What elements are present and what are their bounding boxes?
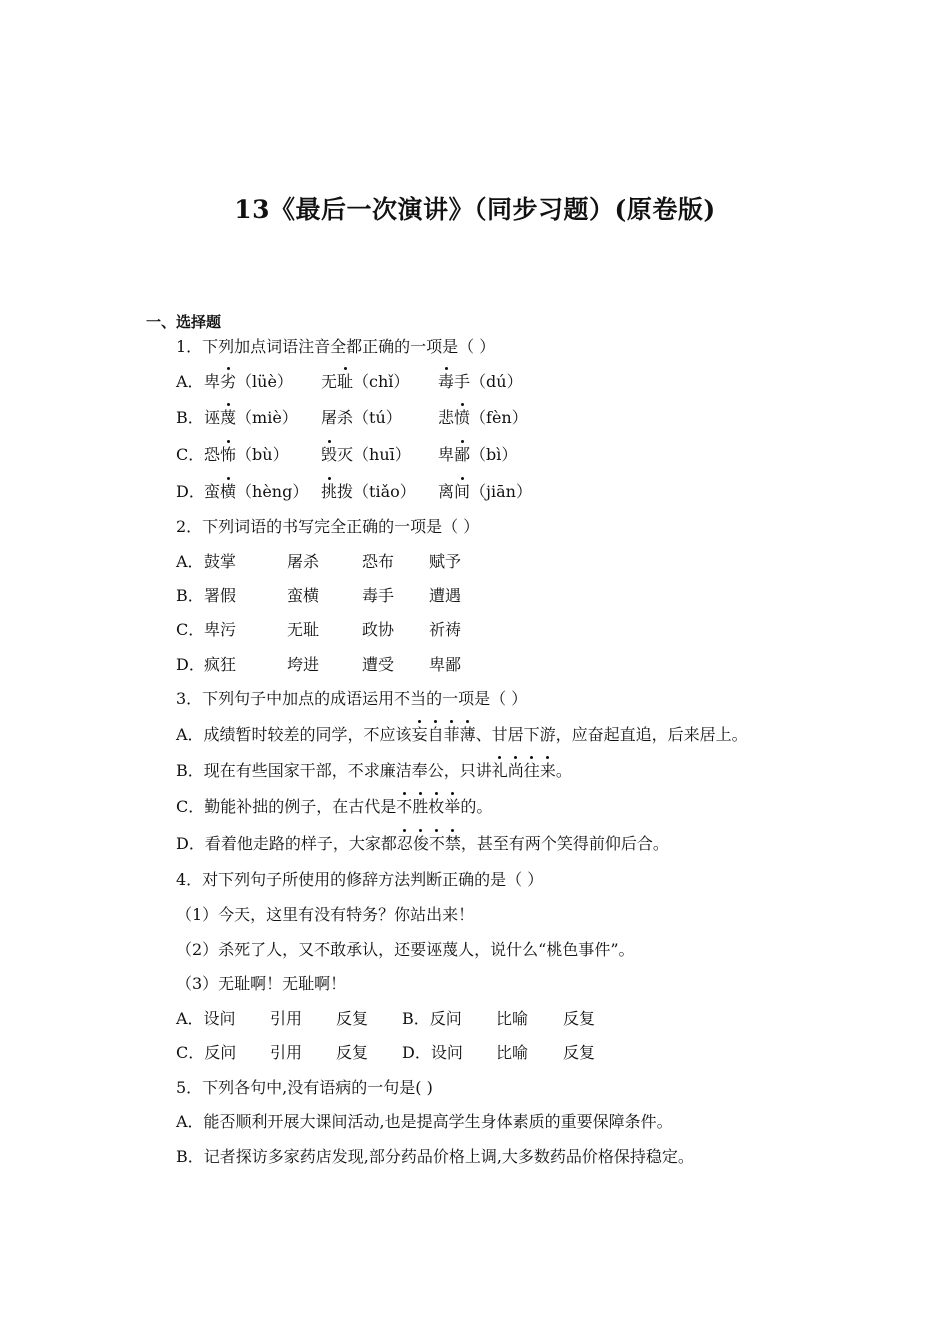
q2-option-b: B． 署假 蛮横 毒手 遭遇	[176, 586, 462, 605]
q5-stem: 5．下列各句中,没有语病的一句是( )	[176, 1078, 433, 1097]
q1-c-word1: 恐怖（bù）	[204, 445, 289, 464]
q4-sentence-2: （2）杀死了人，又不敢承认，还要诬蔑人，说什么“桃色事件”。	[176, 940, 635, 959]
emphasis-char: 菲	[443, 725, 460, 744]
q3-option-c: C．勤能补拙的例子，在古代是不胜枚举的。	[176, 797, 493, 816]
q1-a-word1: 卑劣（lüè）	[204, 372, 293, 391]
emphasis-char: 礼	[491, 761, 508, 780]
q4-stem: 4．对下列句子所使用的修辞方法判断正确的是（ ）	[176, 870, 544, 889]
emphasis-char: 禁	[444, 834, 461, 853]
emphasis-char: 来	[539, 761, 556, 780]
q1-c-word3: 卑鄙（bì）	[438, 445, 518, 464]
q1-a-word3: 毒手（dú）	[438, 372, 523, 391]
q1-b-word1: 诬蔑（miè）	[204, 408, 298, 427]
emphasis-char: 自	[427, 725, 444, 744]
page-title: 13《最后一次演讲》（同步习题）(原卷版)	[234, 195, 716, 224]
q1-stem: 1．下列加点词语注音全都正确的一项是（ ）	[176, 337, 496, 356]
emphasis-char: 忍	[396, 834, 413, 853]
q1-d-word3: 离间（jiān）	[438, 482, 532, 501]
emphasis-char: 不	[396, 797, 413, 816]
q5-option-b: B．记者探访多家药店发现,部分药品价格上调,大多数药品价格保持稳定。	[176, 1147, 694, 1166]
q1-option-c: C． 恐怖（bù） 毁灭（huī） 卑鄙（bì）	[176, 445, 518, 464]
q3-option-a: A．成绩暂时较差的同学，不应该妄自菲薄、甘居下游，应奋起直追，后来居上。	[176, 725, 748, 744]
emphasis-char: 薄	[459, 725, 476, 744]
q3-option-d: D．看着他走路的样子，大家都忍俊不禁，甚至有两个笑得前仰后合。	[176, 834, 669, 853]
q3-option-b: B．现在有些国家干部，不求廉洁奉公，只讲礼尚往来。	[176, 761, 572, 780]
emphasis-char: 胜	[412, 797, 429, 816]
q4-sentence-1: （1）今天，这里有没有特务？你站出来！	[176, 905, 475, 924]
emphasis-char: 举	[444, 797, 461, 816]
q2-option-a: A． 鼓掌 屠杀 恐布 赋予	[176, 552, 462, 571]
q2-option-c: C． 卑污 无耻 政协 祈祷	[176, 620, 462, 639]
q2-stem: 2．下列词语的书写完全正确的一项是（ ）	[176, 517, 480, 536]
section-heading: 一、选择题	[146, 313, 222, 331]
q1-b-word3: 悲愤（fèn）	[438, 408, 528, 427]
q3-c-idiom	[396, 797, 460, 816]
q3-a-idiom	[412, 725, 476, 744]
q4-options-row-1: A．设问 引用 反复 B．反问 比喻 反复	[176, 1009, 596, 1028]
q1-d-word1: 蛮横（hèng）	[204, 482, 309, 501]
emphasis-char: 不	[428, 834, 445, 853]
q3-stem: 3．下列句子中加点的成语运用不当的一项是（ ）	[176, 689, 528, 708]
q1-option-a: A． 卑劣（lüè） 无耻（chǐ） 毒手（dú）	[176, 372, 523, 391]
q4-options-row-2: C．反问 引用 反复 D．设问 比喻 反复	[176, 1043, 596, 1062]
emphasis-char: 尚	[507, 761, 524, 780]
q1-option-d: D． 蛮横（hèng） 挑拨（tiǎo） 离间（jiān）	[176, 482, 532, 501]
q1-b-word2: 屠杀（tú）	[321, 408, 402, 427]
q2-option-d: D． 疯狂 垮进 遭受 卑鄙	[176, 655, 462, 674]
q3-d-idiom	[397, 834, 461, 853]
q1-c-word2: 毁灭（huī）	[321, 445, 411, 464]
q3-b-idiom	[492, 761, 556, 780]
emphasis-char: 俊	[412, 834, 429, 853]
emphasis-char: 往	[523, 761, 540, 780]
q1-option-b: B． 诬蔑（miè） 屠杀（tú） 悲愤（fèn）	[176, 408, 528, 427]
q1-a-word2: 无耻（chǐ）	[321, 372, 410, 391]
emphasis-char: 枚	[428, 797, 445, 816]
q4-sentence-3: （3）无耻啊！无耻啊！	[176, 974, 347, 993]
emphasis-char: 妄	[411, 725, 428, 744]
q5-option-a: A．能否顺利开展大课间活动,也是提高学生身体素质的重要保障条件。	[176, 1112, 673, 1131]
q1-d-word2: 挑拨（tiǎo）	[321, 482, 416, 501]
